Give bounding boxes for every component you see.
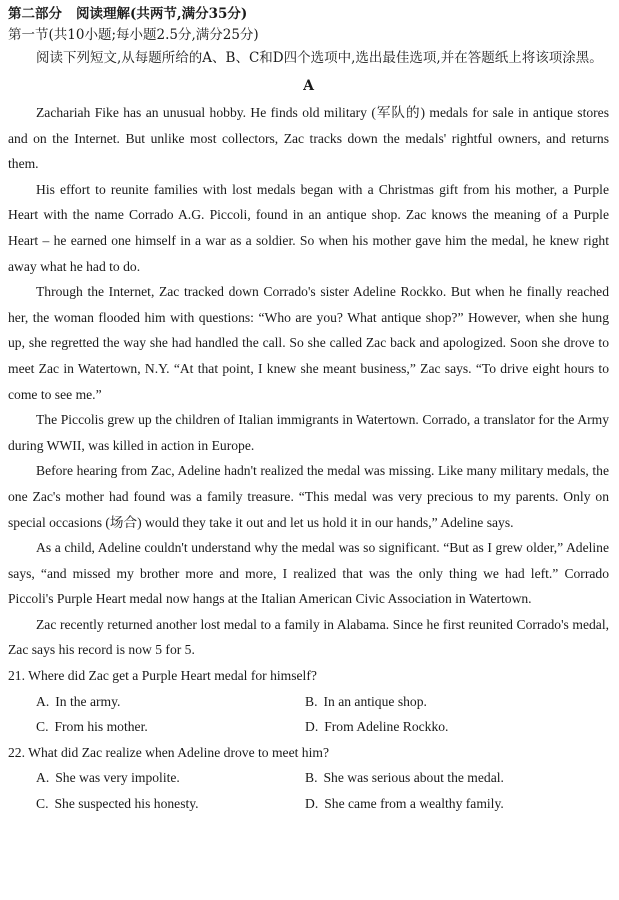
directions: 阅读下列短文,从每题所给的A、B、C和D四个选项中,选出最佳选项,并在答题纸上将该项涂黑。 — [36, 50, 603, 66]
question-options — [8, 689, 609, 740]
passage-paragraph: Zac recently returned another lost medal to a family in Alabama. Since he first reunited Corrado's medal, Zac says his record is now 5 for 5. — [8, 616, 609, 658]
section-header — [8, 24, 609, 46]
passage-paragraph: Before hearing from Zac, Adeline hadn't realized the medal was missing. Like many military medals, the one Zac's mother had found was a family treasure. “This medal was very precious to my parents. Only on special occasions (场合) would they take it out and let us hold it in our hands,” Adeline says. — [8, 463, 609, 530]
question-stem: 22. What did Zac realize when Adeline drove to meet him? — [8, 744, 329, 760]
section-title: 第一节 — [8, 27, 49, 43]
part-header — [8, 4, 609, 24]
option-c[interactable]: C. From his mother. — [36, 719, 148, 735]
part-label: 第二部分 — [8, 6, 62, 22]
passage-paragraph: The Piccolis grew up the children of Italian immigrants in Watertown. Corrado, a translator for the Army during WWII, was killed in action in Europe. — [8, 412, 609, 453]
option-c[interactable]: C. She suspected his honesty. — [36, 795, 199, 811]
question-22 — [8, 740, 609, 817]
passage-paragraph: Through the Internet, Zac tracked down Corrado's sister Adeline Rockko. But when he finally reached her, the woman flooded him with questions: “Who are you? What antique shop?” However, when she hung up, she regretted the way she had handled the call. So she called Zac back and apologized. Soon she drove to meet Zac in Watertown, N.Y. “At that point, I knew she meant business,” Zac says. “To drive eight hours to come to see me.” — [8, 284, 609, 402]
option-a[interactable]: A. She was very impolite. — [36, 770, 180, 786]
passage-paragraph: His effort to reunite families with lost medals began with a Christmas gift from his mother, a Purple Heart with the name Corrado A.G. Piccoli, found in an antique shop. Zac knows the meaning of a Purple Heart – he earned one himself in a war as a soldier. So when his mother gave him the medal, he knew right away what he had to do. — [8, 181, 609, 274]
passage-paragraph: Zachariah Fike has an unusual hobby. He finds old military (军队的) medals for sale in antique stores and on the Internet. But unlike most collectors, Zac tracks down the medals' rightful owners, and returns them. — [8, 105, 609, 172]
option-d[interactable]: D. She came from a wealthy family. — [305, 795, 504, 811]
passage-title: A — [303, 78, 314, 94]
passage-paragraph: As a child, Adeline couldn't understand why the medal was so significant. “But as I grew older,” Adeline says, “and missed my brother more and more, I realized that was the only thing we had left.” Corrado Piccoli's Purple Heart medal now hangs at the Italian American Civic Association in Watertown. — [8, 540, 609, 607]
option-d[interactable]: D. From Adeline Rockko. — [305, 719, 449, 735]
question-options — [8, 765, 609, 816]
question-21 — [8, 663, 609, 740]
question-stem: 21. Where did Zac get a Purple Heart medal for himself? — [8, 668, 317, 684]
part-title: 阅读理解(共两节,满分35分) — [76, 6, 248, 22]
section-detail: (共10小题;每小题2.5分,满分25分) — [48, 27, 259, 43]
option-b[interactable]: B. She was serious about the medal. — [305, 770, 504, 786]
option-b[interactable]: B. In an antique shop. — [305, 693, 427, 709]
passage-body — [8, 100, 609, 663]
option-a[interactable]: A. In the army. — [36, 693, 121, 709]
